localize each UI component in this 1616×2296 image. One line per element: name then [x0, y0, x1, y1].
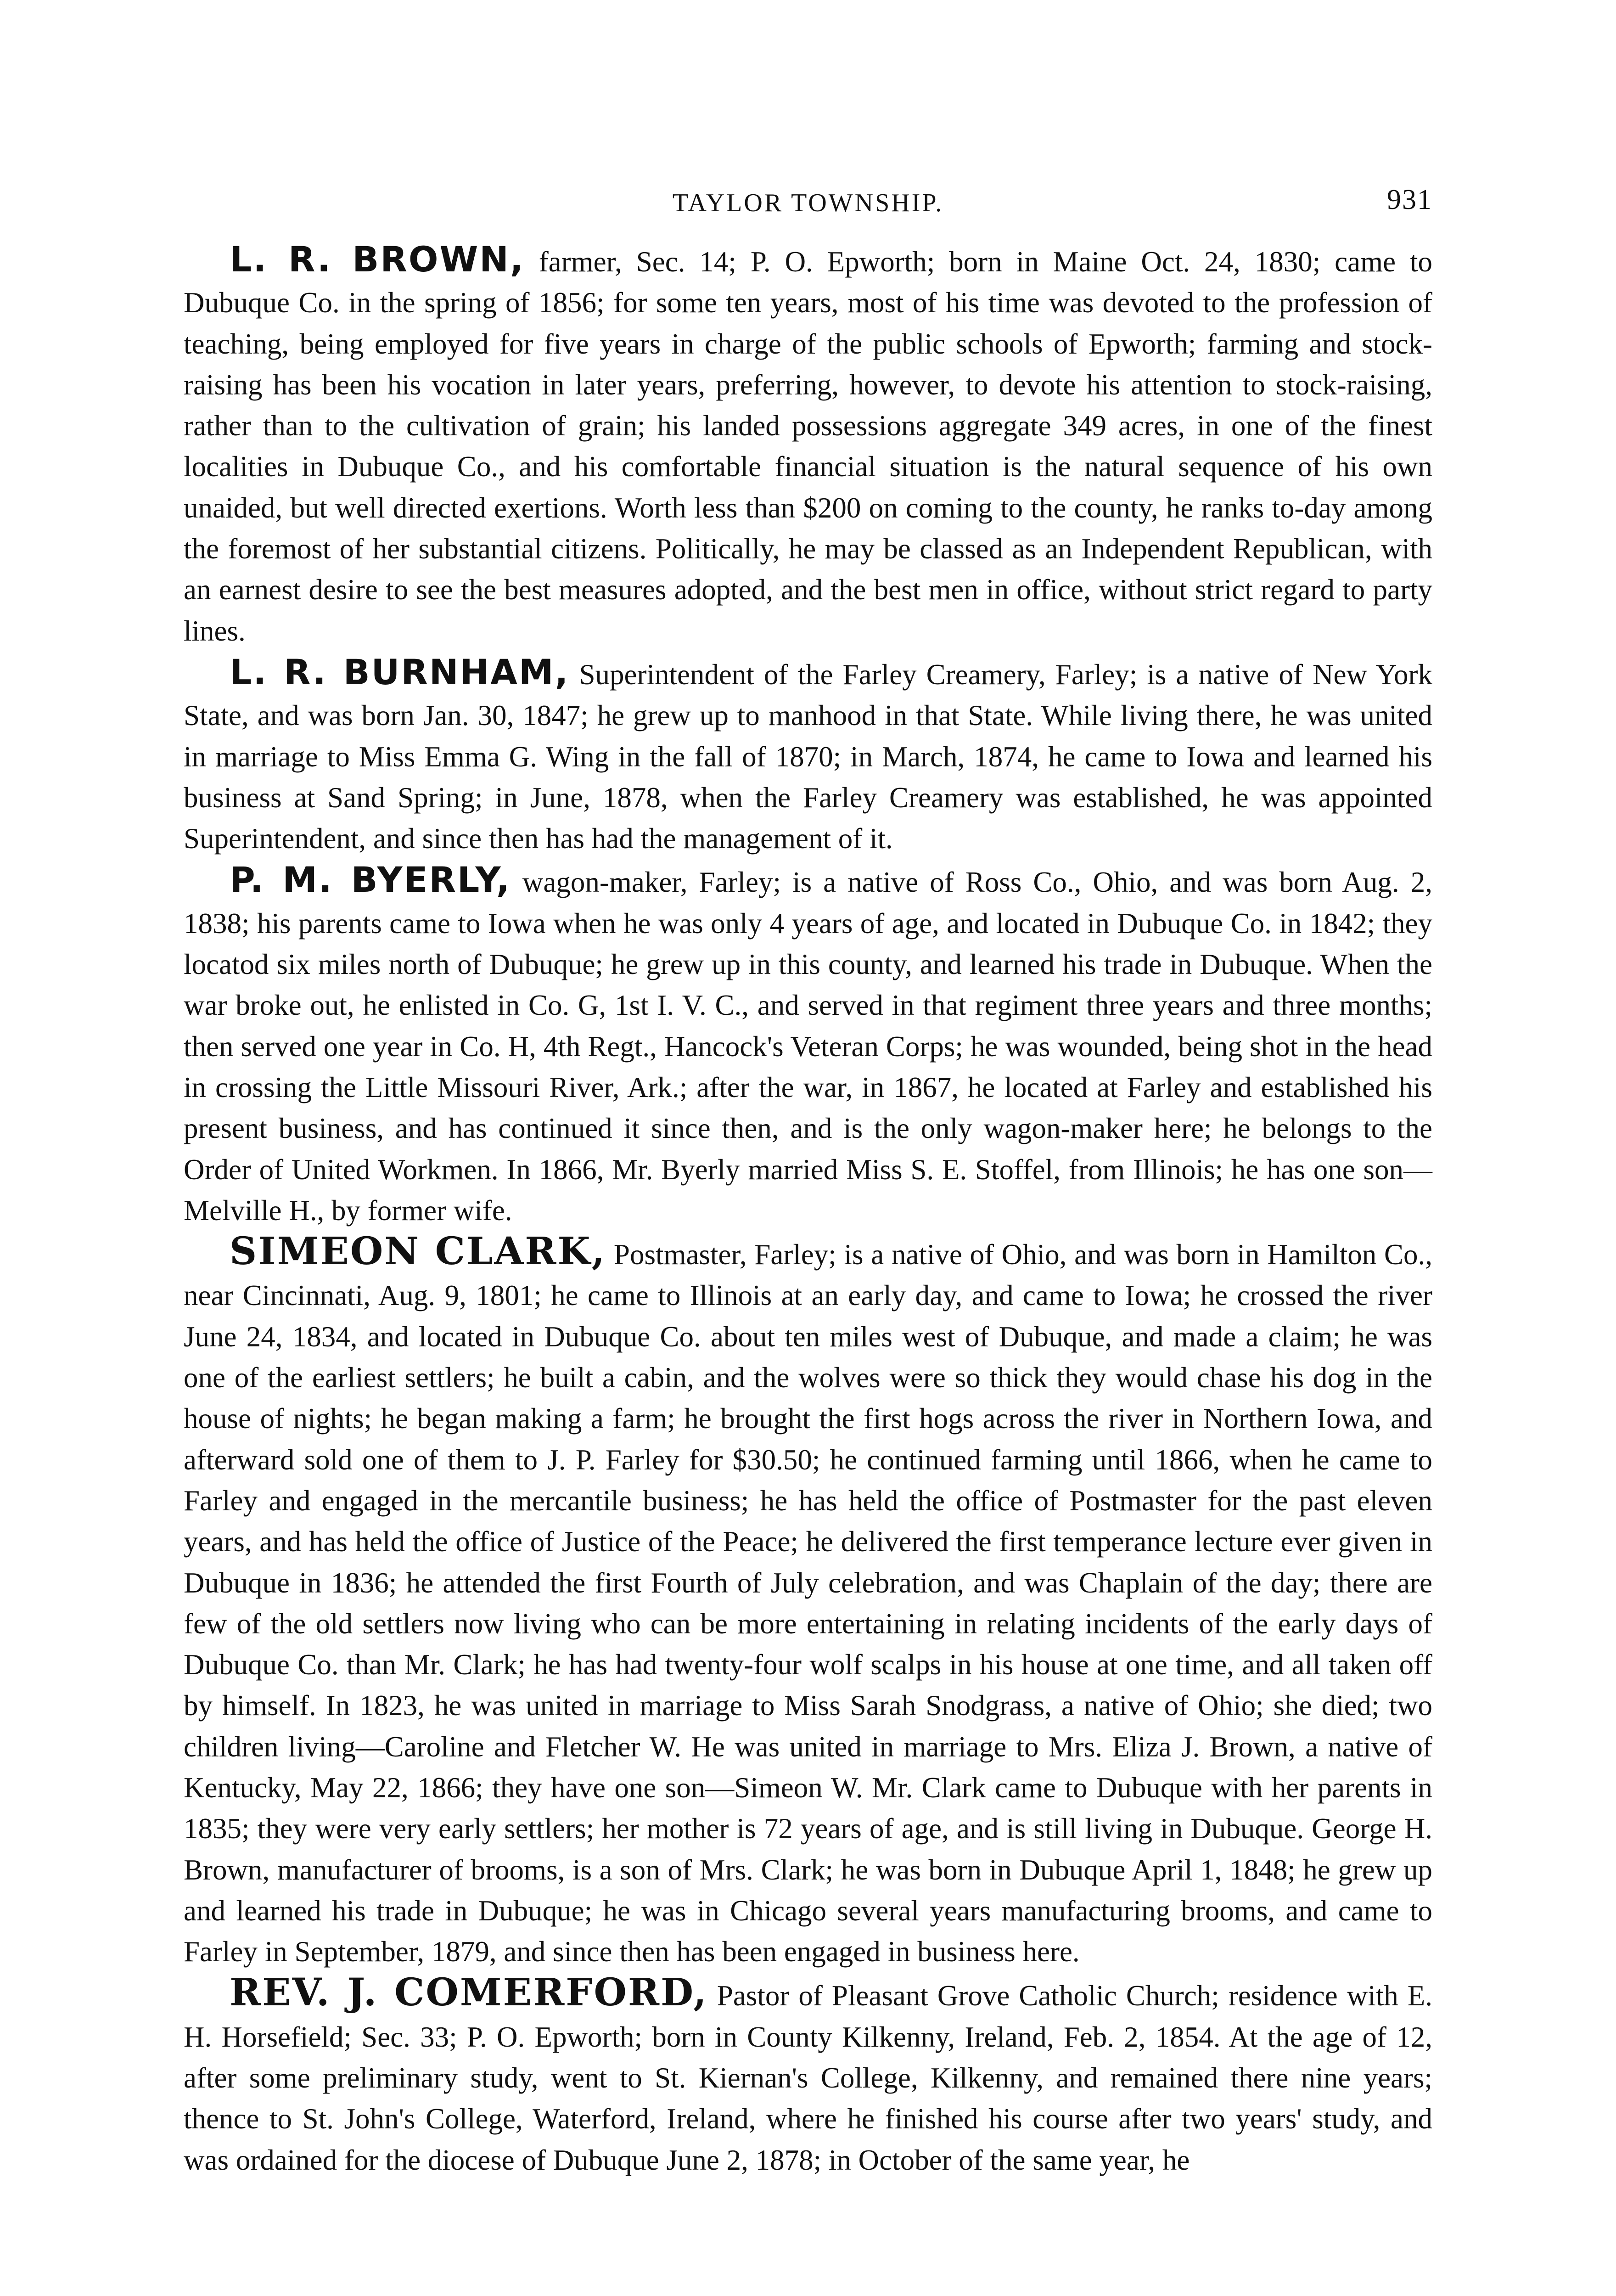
entry-name: L. R. BROWN,: [230, 239, 525, 280]
entry-name: REV. J. COMERFORD,: [230, 1970, 708, 2015]
running-head: [184, 184, 1432, 239]
biography-entry-byerly: [184, 859, 1432, 1231]
book-page: [184, 184, 1432, 2181]
entry-name: P. M. BYERLY,: [230, 859, 511, 900]
entry-text: wagon-maker, Farley; is a native of Ross Co., Ohio, and was born Aug. 2, 1838; his parents came to Iowa when he was only 4 years of age, and located in Dubuque Co. in 1842; they locatod six miles north of Dubuque; he grew up in this county, and learned his trade in Dubuque. When the war broke out, he enlisted in Co. G, 1st I. V. C., and served in that regiment three years and three months; then served one year in Co. H, 4th Regt., Hancock's Veteran Corps; he was wounded, being shot in the head in crossing the Little Missouri River, Ark.; after the war, in 1867, he located at Farley and established his present business, and has continued it since then, and is the only wagon-maker here; he belongs to the Order of United Workmen. In 1866, Mr. Byerly married Miss S. E. Stoffel, from Illinois; he has one son—Melville H., by former wife.: [184, 866, 1432, 1227]
entry-name: L. R. BURNHAM,: [230, 651, 570, 692]
running-head-title: TAYLOR TOWNSHIP.: [672, 189, 944, 217]
entry-text: farmer, Sec. 14; P. O. Epworth; born in Maine Oct. 24, 1830; came to Dubuque Co. in the spring of 1856; for some ten years, most of his time was devoted to the profession of teaching, being employed for five years in charge of the public schools of Epworth; farming and stock-raising has been his vocation in later years, preferring, however, to devote his attention to stock-raising, rather than to the cultivation of grain; his landed possessions aggregate 349 acres, in one of the finest localities in Dubuque Co., and his comfortable financial situation is the natural sequence of his own unaided, but well directed exertions. Worth less than $200 on coming to the county, he ranks to-day among the foremost of her substantial citizens. Politically, he may be classed as an Independent Republican, with an earnest desire to see the best measures adopted, and the best men in office, without strict regard to party lines.: [184, 246, 1432, 647]
page-number: 931: [1387, 184, 1432, 215]
entry-text: Pastor of Pleasant Grove Catholic Church; residence with E. H. Horsefield; Sec. 33; P. O. Epworth; born in County Kilkenny, Ireland, Feb. 2, 1854. At the age of 12, after some preliminary study, went to St. Kiernan's College, Kilkenny, and remained there nine years; thence to St. John's College, Waterford, Ireland, where he finished his course after two years' study, and was ordained for the diocese of Dubuque June 2, 1878; in October of the same year, he: [184, 1980, 1433, 2176]
biography-entry-burnham: [184, 652, 1432, 859]
biography-entry-comerford: [184, 1972, 1432, 2180]
biography-entry-clark: [184, 1231, 1432, 1972]
entry-name: SIMEON CLARK,: [230, 1229, 606, 1274]
entry-text: Postmaster, Farley; is a native of Ohio, and was born in Hamilton Co., near Cincinnati, Aug. 9, 1801; he came to Illinois at an early day, and came to Iowa; he crossed the river June 24, 1834, and located in Dubuque Co. about ten miles west of Dubuque, and made a claim; he was one of the earliest settlers; he built a cabin, and the wolves were so thick they would chase his dog in the house of nights; he began making a farm; he brought the first hogs across the river in Northern Iowa, and afterward sold one of them to J. P. Farley for $30.50; he continued farming until 1866, when he came to Farley and engaged in the mercantile business; he has held the office of Postmaster for the past eleven years, and has held the office of Justice of the Peace; he delivered the first temperance lecture ever given in Dubuque in 1836; he attended the first Fourth of July celebration, and was Chaplain of the day; there are few of the old settlers now living who can be more entertaining in relating incidents of the early days of Dubuque Co. than Mr. Clark; he has had twenty-four wolf scalps in his house at one time, and all taken off by himself. In 1823, he was united in marriage to Miss Sarah Snodgrass, a native of Ohio; she died; two children living—Caroline and Fletcher W. He was united in marriage to Mrs. Eliza J. Brown, a native of Kentucky, May 22, 1866; they have one son—Simeon W. Mr. Clark came to Dubuque with her parents in 1835; they were very early settlers; her mother is 72 years of age, and is still living in Dubuque. George H. Brown, manufacturer of brooms, is a son of Mrs. Clark; he was born in Dubuque April 1, 1848; he grew up and learned his trade in Dubuque; he was in Chicago several years manufacturing brooms, and came to Farley in September, 1879, and since then has been engaged in business here.: [184, 1238, 1432, 1968]
entry-text: Superintendent of the Farley Creamery, Farley; is a native of New York State, and was born Jan. 30, 1847; he grew up to manhood in that State. While living there, he was united in marriage to Miss Emma G. Wing in the fall of 1870; in March, 1874, he came to Iowa and learned his business at Sand Spring; in June, 1878, when the Farley Creamery was established, he was appointed Superintendent, and since then has had the management of it.: [184, 658, 1432, 855]
biography-entry-brown: [184, 239, 1432, 652]
